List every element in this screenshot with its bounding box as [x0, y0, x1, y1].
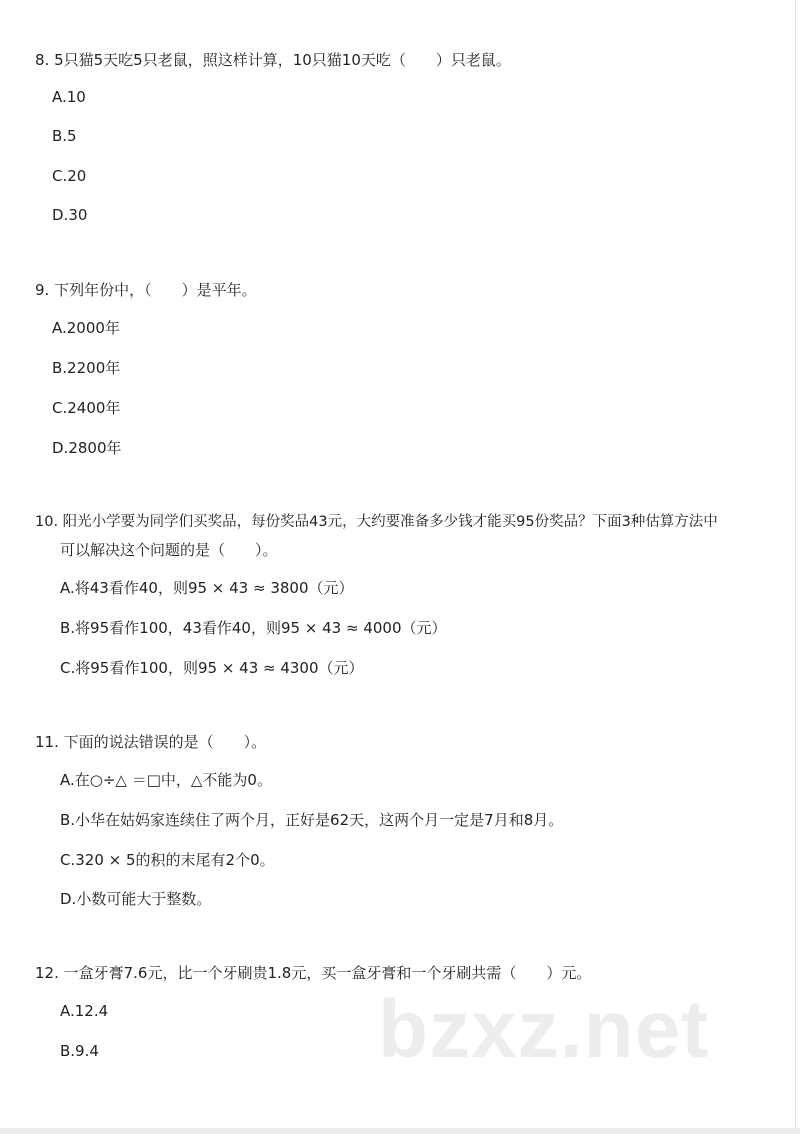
option-b: B.2200年 [52, 359, 121, 377]
option-d: D.小数可能大于整数。 [60, 890, 212, 908]
page-right-edge [795, 0, 796, 1128]
option-a: A.在○÷△ ＝□中，△不能为0。 [60, 771, 272, 789]
question-text: 9. 下列年份中，（ ）是平年。 [35, 281, 257, 299]
question-text-continued: 可以解决这个问题的是（ ）。 [60, 541, 278, 559]
option-a: A.2000年 [52, 319, 120, 337]
question-text: 8. 5只猫5天吃5只老鼠，照这样计算，10只猫10天吃（ ）只老鼠。 [35, 51, 511, 69]
option-c: C.将95看作100，则95 × 43 ≈ 4300（元） [60, 659, 364, 677]
option-b: B.9.4 [60, 1042, 99, 1060]
option-b: B.小华在姑妈家连续住了两个月，正好是62天，这两个月一定是7月和8月。 [60, 811, 564, 829]
question-text: 12. 一盒牙膏7.6元，比一个牙刷贵1.8元，买一盒牙膏和一个牙刷共需（ ）元。 [35, 964, 592, 982]
watermark: bzxz.net [378, 984, 710, 1075]
option-a: A.12.4 [60, 1002, 109, 1020]
page-bottom-edge [0, 1128, 800, 1134]
option-d: D.2800年 [52, 439, 122, 457]
question-text: 11. 下面的说法错误的是（ ）。 [35, 733, 267, 751]
option-d: D.30 [52, 206, 88, 224]
option-c: C.2400年 [52, 399, 121, 417]
option-a: A.将43看作40，则95 × 43 ≈ 3800（元） [60, 579, 354, 597]
option-c: C.320 × 5的积的末尾有2个0。 [60, 851, 275, 869]
option-b: B.5 [52, 127, 77, 145]
option-a: A.10 [52, 88, 86, 106]
question-text: 10. 阳光小学要为同学们买奖品，每份奖品43元，大约要准备多少钱才能买95份奖品？下面3种估算方法中 [35, 514, 718, 530]
option-b: B.将95看作100，43看作40，则95 × 43 ≈ 4000（元） [60, 619, 447, 637]
option-c: C.20 [52, 167, 87, 185]
